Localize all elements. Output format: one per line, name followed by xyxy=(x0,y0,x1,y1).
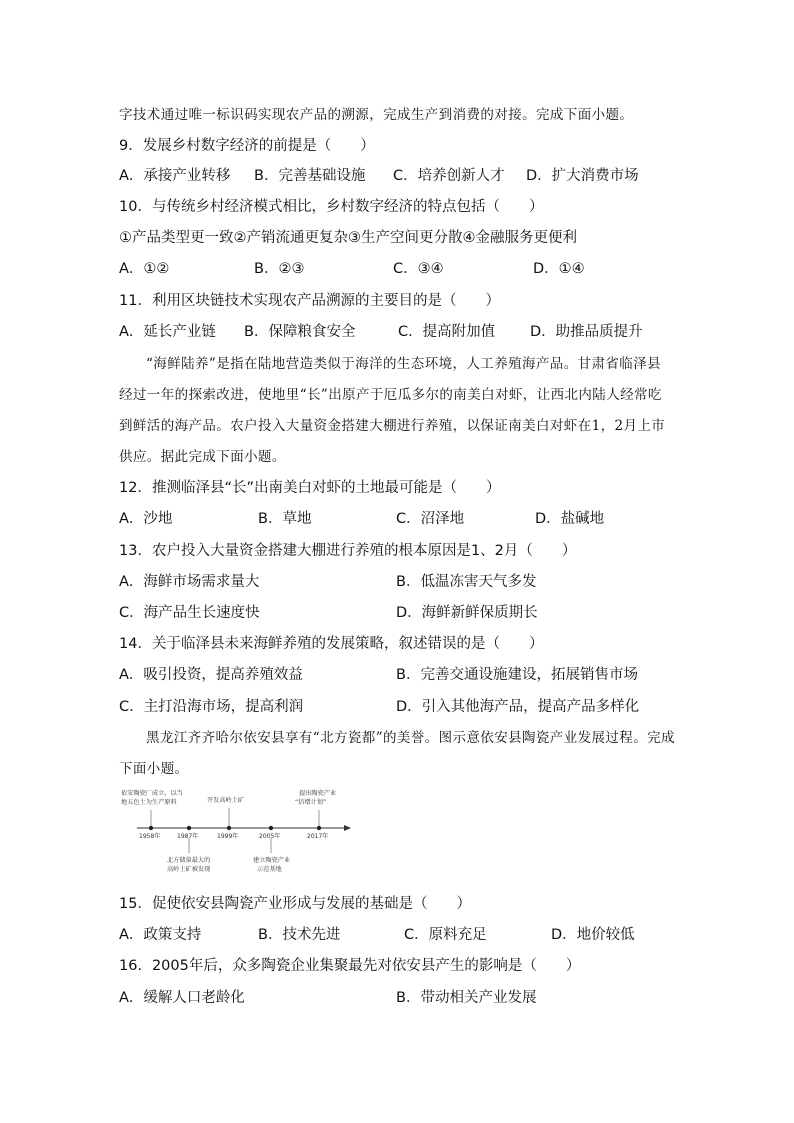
q14-option-d[interactable]: D．引入其他海产品，提高产品多样化 xyxy=(396,699,640,715)
question-13-stem: 13．农户投入大量资金搭建大棚进行养殖的根本原因是1、2月（ ） xyxy=(119,543,577,559)
year-1987: 1987年 xyxy=(177,833,199,840)
q16-option-b[interactable]: B．带动相关产业发展 xyxy=(396,990,537,1006)
q15-option-c[interactable]: C．原料充足 xyxy=(404,927,487,943)
question-10-statements: ①产品类型更一致②产销流通更复杂③生产空间更分散④金融服务更便利 xyxy=(119,230,577,246)
q12-option-c[interactable]: C．沼泽地 xyxy=(396,511,465,527)
question-9-stem: 9．发展乡村数字经济的前提是（ ） xyxy=(119,138,375,154)
q14-option-c[interactable]: C．主打沿海市场，提高利润 xyxy=(119,699,304,715)
question-15-stem: 15．促使依安县陶瓷产业形成与发展的基础是（ ） xyxy=(119,896,471,912)
q9-option-c[interactable]: C．培养创新人才 xyxy=(393,168,505,184)
q10-option-d[interactable]: D．①④ xyxy=(533,261,585,277)
passage2-line-4: 供应。据此完成下面小题。 xyxy=(119,449,286,465)
q9-option-d[interactable]: D．扩大消费市场 xyxy=(526,168,639,184)
timeline-dot-1999 xyxy=(227,826,231,830)
q13-option-d[interactable]: D．海鲜新鲜保质期长 xyxy=(396,605,538,621)
timeline-dot-1987 xyxy=(187,826,191,830)
ceramics-timeline-figure xyxy=(119,786,359,878)
year-2017: 2017年 xyxy=(307,833,329,840)
q13-option-b[interactable]: B．低温冻害天气多发 xyxy=(396,574,537,590)
timeline-dot-1958 xyxy=(149,826,153,830)
event-1958-line-2: 地五色土为生产原料 xyxy=(121,799,177,806)
q15-option-d[interactable]: D．地价较低 xyxy=(551,927,635,943)
q10-option-b[interactable]: B．②③ xyxy=(254,261,305,277)
event-2005-line-1: 建立陶瓷产业 xyxy=(253,857,291,864)
q14-option-b[interactable]: B．完善交通设施建设，拓展销售市场 xyxy=(396,667,638,683)
passage2-line-3: 到鲜活的海产品。农户投入大量资金搭建大棚进行养殖，以保证南美白对虾在1，2月上市 xyxy=(119,418,666,434)
q12-option-a[interactable]: A．沙地 xyxy=(119,511,173,527)
passage3-line-1: 黑龙江齐齐哈尔依安县享有“北方瓷都”的美誉。图示意依安县陶瓷产业发展过程。完成 xyxy=(146,730,675,746)
q10-option-a[interactable]: A．①② xyxy=(119,261,170,277)
question-12-stem: 12．推测临泽县“长”出南美白对虾的土地最可能是（ ） xyxy=(119,480,501,496)
q16-option-a[interactable]: A．缓解人口老龄化 xyxy=(119,990,245,1006)
timeline-arrow-icon xyxy=(344,825,351,831)
passage2-line-1: “海鲜陆养”是指在陆地营造类似于海洋的生态环境，人工养殖海产品。甘肃省临泽县 xyxy=(146,356,662,372)
q11-option-d[interactable]: D．助推品质提升 xyxy=(530,324,643,340)
q15-option-b[interactable]: B．技术先进 xyxy=(258,927,341,943)
timeline-dot-2017 xyxy=(317,826,321,830)
q11-option-a[interactable]: A．延长产业链 xyxy=(119,324,216,340)
q13-option-a[interactable]: A．海鲜市场需求量大 xyxy=(119,574,260,590)
q10-option-c[interactable]: C．③④ xyxy=(393,261,444,277)
q9-option-a[interactable]: A．承接产业转移 xyxy=(119,168,231,184)
q12-option-d[interactable]: D．盐碱地 xyxy=(535,511,605,527)
passage3-line-2: 下面小题。 xyxy=(119,761,189,777)
question-16-stem: 16．2005年后，众多陶瓷企业集聚最先对依安县产生的影响是（ ） xyxy=(119,958,581,974)
year-2005: 2005年 xyxy=(259,833,281,840)
q12-option-b[interactable]: B．草地 xyxy=(258,511,312,527)
question-11-stem: 11．利用区块链技术实现农产品溯源的主要目的是（ ） xyxy=(119,293,500,309)
q11-option-c[interactable]: C．提高附加值 xyxy=(398,324,496,340)
q15-option-a[interactable]: A．政策支持 xyxy=(119,927,202,943)
q9-option-b[interactable]: B．完善基础设施 xyxy=(254,168,366,184)
question-10-stem: 10．与传统乡村经济模式相比，乡村数字经济的特点包括（ ） xyxy=(119,199,544,215)
passage2-line-2: 经过一年的探索改进，使地里“长”出原产于厄瓜多尔的南美白对虾，让西北内陆人经常吃 xyxy=(119,387,662,403)
q14-option-a[interactable]: A．吸引投资，提高养殖效益 xyxy=(119,667,303,683)
event-1987-line-2: 高岭土矿被发现 xyxy=(167,866,211,873)
q11-option-b[interactable]: B．保障粮食安全 xyxy=(244,324,356,340)
passage-intro-tail: 字技术通过唯一标识码实现农产品的溯源，完成生产到消费的对接。完成下面小题。 xyxy=(119,107,634,123)
timeline-dot-2005 xyxy=(269,826,273,830)
event-1958-line-1: 依安陶瓷厂成立，以当 xyxy=(121,790,183,797)
event-1987-line-1: 北方储量最大的 xyxy=(167,857,211,864)
q13-option-c[interactable]: C．海产品生长速度快 xyxy=(119,605,260,621)
year-1999: 1999年 xyxy=(217,833,239,840)
question-14-stem: 14．关于临泽县未来海鲜养殖的发展策略，叙述错误的是（ ） xyxy=(119,636,544,652)
event-2017-line-2: “倍增计划” xyxy=(295,799,327,806)
year-1958: 1958年 xyxy=(139,833,161,840)
event-2005-line-2: 示范基地 xyxy=(257,866,282,873)
event-2017-line-1: 提出陶瓷产业 xyxy=(299,790,337,797)
timeline-svg xyxy=(119,786,359,878)
event-1999: 开发高岭土矿 xyxy=(207,797,245,804)
